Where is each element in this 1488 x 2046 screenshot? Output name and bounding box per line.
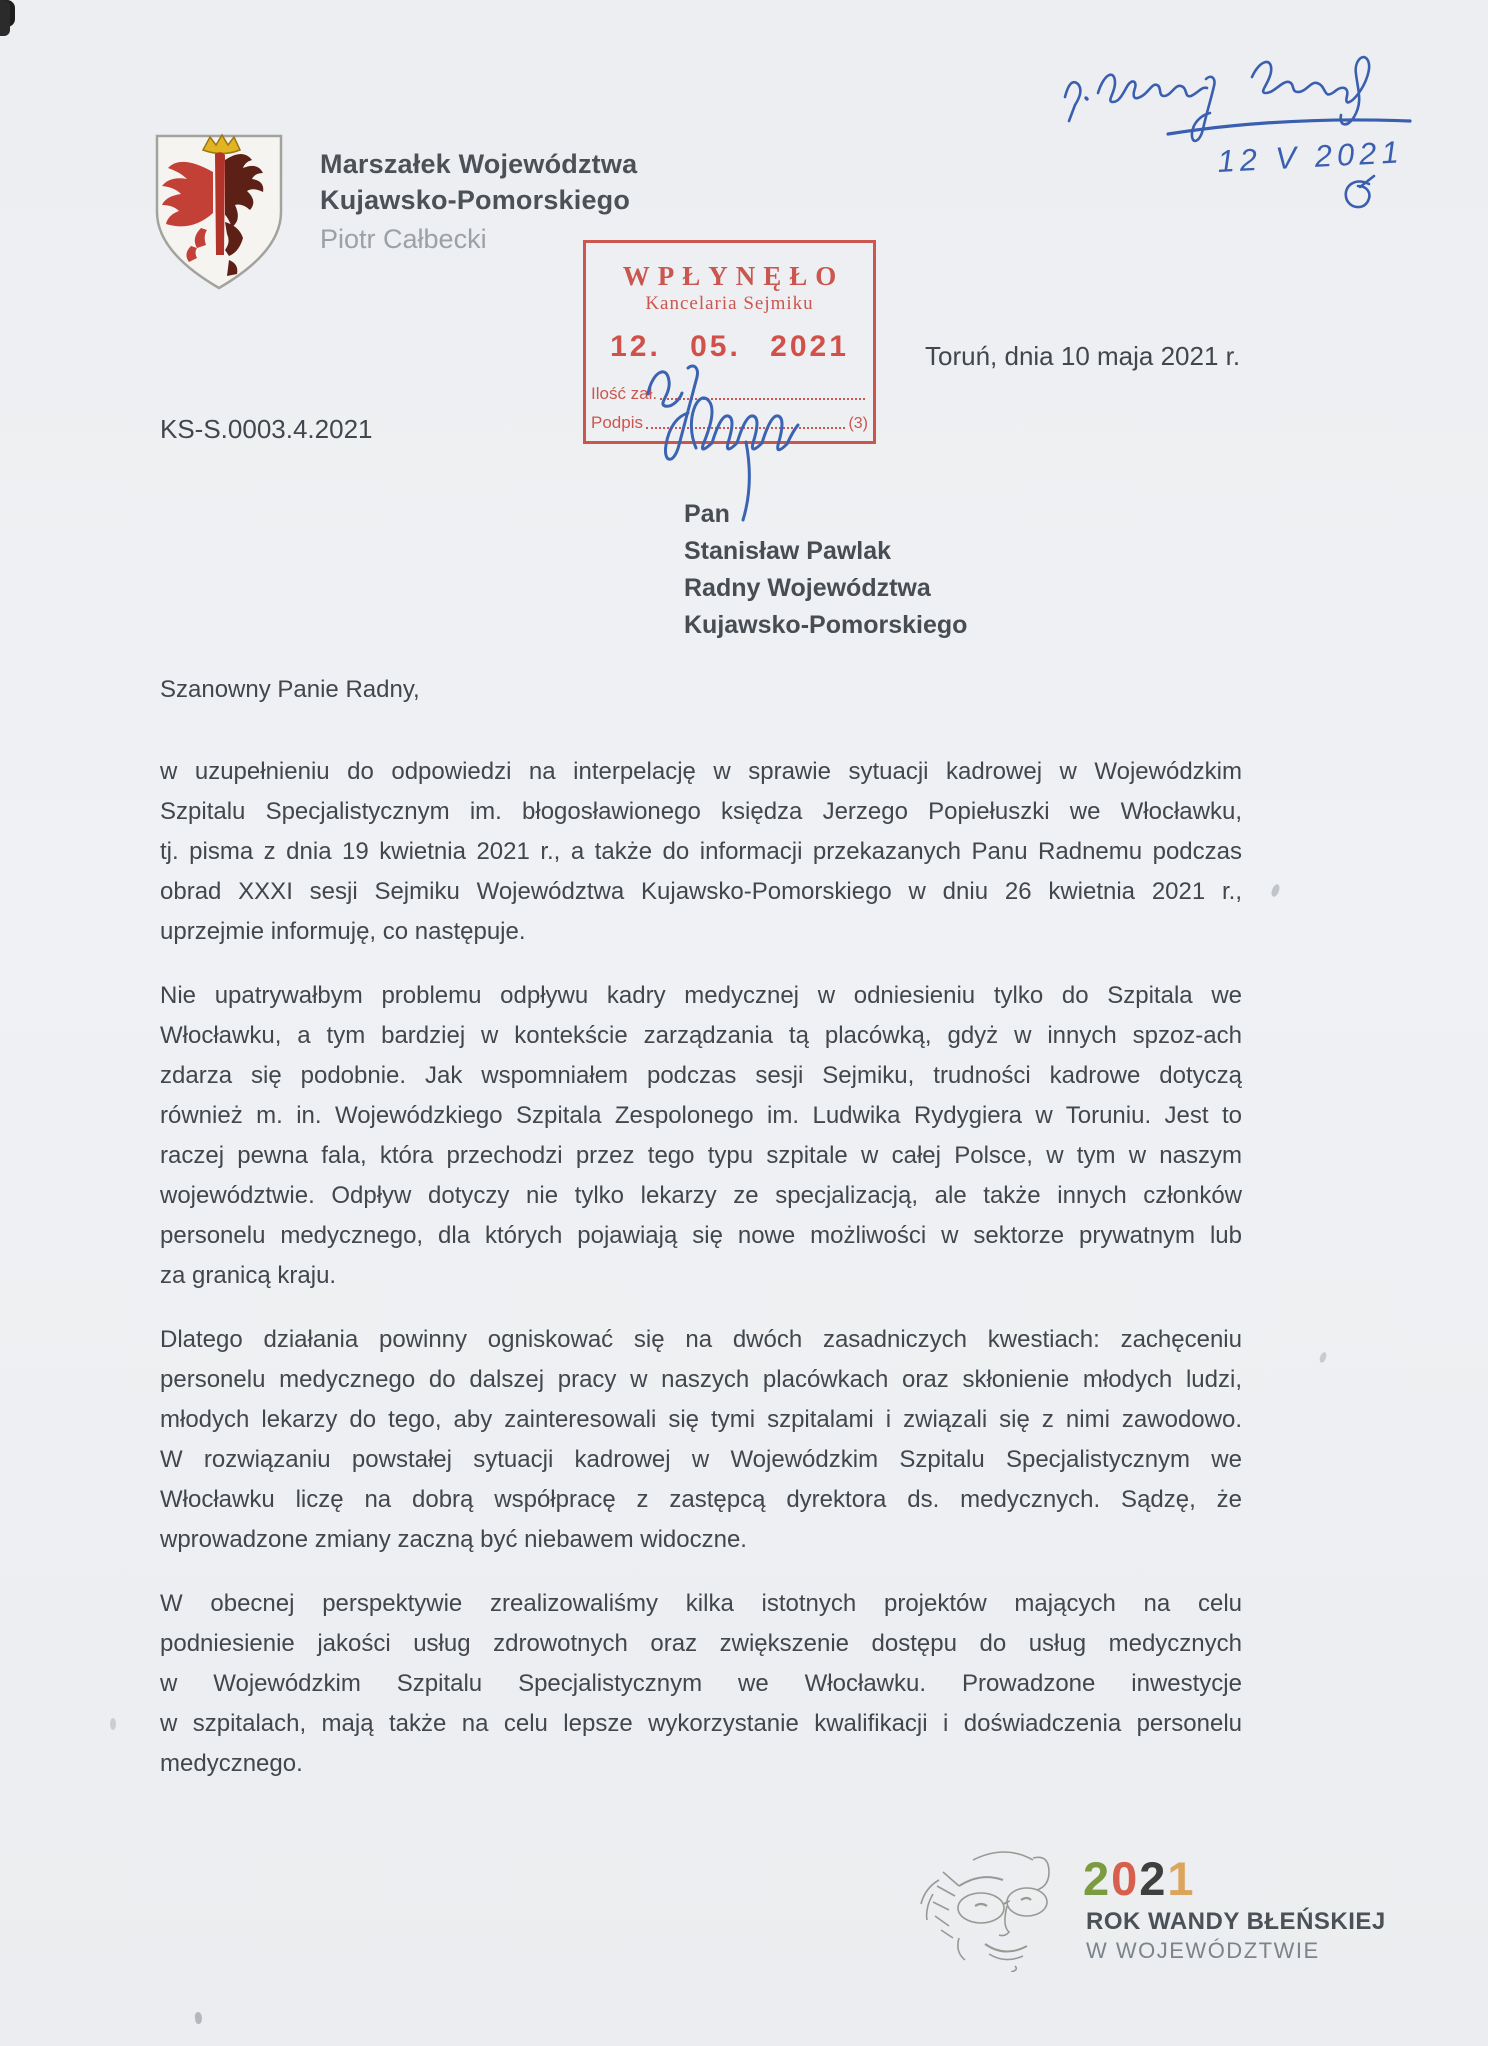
text-line: województwie. Odpływ dotyczy nie tylko lekarzy ze specjalizacją, ale także innych członków [160, 1182, 1242, 1209]
stamp-title: WPŁYNĘŁO [622, 261, 845, 291]
reference-number: KS-S.0003.4.2021 [160, 414, 373, 444]
text-line: personelu medycznego, dla których pojawiają się nowe możliwości w sektorze prywatnym lub [160, 1222, 1242, 1249]
text-line: Włocławku, a tym bardziej w kontekście zarządzania tą placówką, gdyż w innych spzoz-ach [160, 1022, 1242, 1049]
handwritten-date: 12 V 2021 [1216, 134, 1405, 179]
year-digit: 2 [1139, 1852, 1168, 1905]
stamp-date: 12. 05. 2021 [610, 330, 849, 363]
paragraph [160, 1584, 1242, 1784]
text-line: medycznego. [160, 1750, 303, 1777]
salutation: Szanowny Panie Radny, [160, 676, 420, 703]
scan-artifact [1271, 883, 1281, 897]
text-line: Dlatego działania powinny ogniskować się na dwóch zasadniczych kwestiach: zachęceniu [160, 1326, 1242, 1353]
text-line: również m. in. Wojewódzkiego Szpitala Zespolonego im. Ludwika Rydygiera w Toruniu. Jest to [160, 1102, 1242, 1129]
text-line: zdarza się podobnie. Jak wspomniałem podczas sesji Sejmiku, trudności kadrowe dotyczą [160, 1062, 1242, 1089]
stamp-office: Kancelaria Sejmiku [645, 293, 814, 314]
text-line: Nie upatrywałbym problemu odpływu kadry medycznej w odniesieniu tylko do Szpitala we [160, 982, 1242, 1009]
stamp-suffix: (3) [848, 415, 868, 432]
ink-stroke [1065, 82, 1080, 121]
text-line: uprzejmie informuję, co następuje. [160, 918, 526, 945]
anniversary-year [1083, 1852, 1196, 1905]
text-line: raczej pewna fala, która przechodzi przez tego typu szpitale w całej Polsce, w tym w naszym [160, 1142, 1242, 1169]
sender-title-line1: Marszałek Województwa [320, 149, 638, 179]
scan-artifact [110, 1718, 116, 1730]
text-line: w szpitalach, mają także na celu lepsze wykorzystanie kwalifikacji i doświadczenia personelu [160, 1710, 1242, 1737]
paragraph [160, 752, 1242, 952]
text-line: wprowadzone zmiany zaczną być niebawem widoczne. [160, 1526, 747, 1553]
ink-stroke [648, 372, 682, 406]
stamp-attachments-label: Ilość zał. [591, 384, 658, 403]
text-line: W rozwiązaniu powstałej sytuacji kadrowej w Wojewódzkim Szpitalu Specjalistycznym we [160, 1446, 1242, 1473]
anniversary-subtitle: W WOJEWÓDZTWIE [1086, 1938, 1320, 1963]
coat-of-arms-icon [143, 126, 295, 296]
sender-name: Piotr Całbecki [320, 224, 487, 254]
text-line: Szpitalu Specjalistycznym im. błogosławionego księdza Jerzego Popiełuszki we Włocławku, [160, 798, 1242, 825]
text-line: Pan [684, 500, 730, 528]
text-line: młodych lekarzy do tego, aby zainteresowali się tymi szpitalami i związali się z nimi zawodowo. [160, 1406, 1242, 1433]
ink-stroke [1098, 75, 1207, 102]
text-line: w uzupełnieniu do odpowiedzi na interpelację w sprawie sytuacji kadrowej w Wojewódzkim [160, 758, 1242, 785]
paragraph [160, 1320, 1242, 1560]
place-date: Toruń, dnia 10 maja 2021 r. [925, 341, 1241, 371]
year-digit: 0 [1111, 1852, 1140, 1905]
letter-body [160, 752, 1242, 1808]
text-line: tj. pisma z dnia 19 kwietnia 2021 r., a także do informacji przekazanych Panu Radnemu podczas [160, 838, 1242, 865]
text-line: Radny Województwa [684, 574, 931, 602]
text-line: podniesienie jakości usług zdrowotnych oraz zwiększenie dostępu do usług medycznych [160, 1630, 1242, 1657]
year-digit: 2 [1083, 1852, 1112, 1905]
text-line: W obecnej perspektywie zrealizowaliśmy kilka istotnych projektów mających na celu [160, 1590, 1242, 1617]
text-line: w Wojewódzkim Szpitalu Specjalistycznym we Włocławku. Prowadzone inwestycje [160, 1670, 1242, 1697]
anniversary-title: ROK WANDY BŁEŃSKIEJ [1086, 1908, 1386, 1935]
stamp-signature-label: Podpis [591, 413, 643, 432]
ink-stroke [1252, 57, 1369, 124]
year-digit: 1 [1167, 1852, 1196, 1905]
paragraph [160, 976, 1242, 1296]
scan-artifact [194, 2012, 203, 2025]
handwritten-annotation [1020, 35, 1450, 225]
text-line: Stanisław Pawlak [684, 537, 892, 565]
text-line: personelu medycznego do dalszej pracy w naszych placówkach oraz skłonienie młodych ludzi, [160, 1366, 1242, 1393]
text-line: Kujawsko-Pomorskiego [684, 611, 968, 639]
text-line: Włocławku liczę na dobrą współpracę z zastępcą dyrektora ds. medycznych. Sądzę, że [160, 1486, 1242, 1513]
scan-artifact [0, 0, 10, 36]
text-line: za granicą kraju. [160, 1262, 337, 1289]
ink-mark [1346, 176, 1374, 207]
scan-artifact [1319, 1351, 1327, 1363]
sender-title-line2: Kujawsko-Pomorskiego [320, 185, 631, 215]
recipient-block [684, 496, 967, 644]
text-line: obrad XXXI sesji Sejmiku Województwa Kujawsko-Pomorskiego w dniu 26 kwietnia 2021 r., [160, 878, 1242, 905]
face-sketch-illustration [903, 1842, 1071, 1972]
